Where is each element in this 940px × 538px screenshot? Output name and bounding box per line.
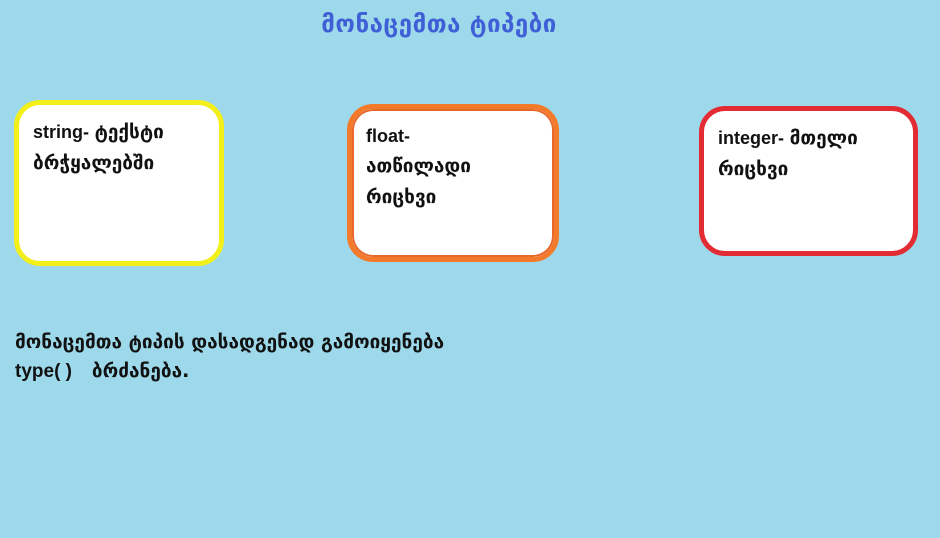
card-description: ათწილადი რიცხვი bbox=[366, 155, 471, 208]
card-term: float- bbox=[366, 126, 410, 146]
note-line-1: მონაცემთა ტიპის დასადგენად გამოიყენება bbox=[15, 331, 445, 353]
string-type-card bbox=[14, 100, 224, 266]
note-line-2-text: ბრძანება. bbox=[91, 360, 190, 382]
float-type-card bbox=[347, 104, 559, 262]
card-term: integer- bbox=[718, 128, 785, 148]
slide-title: მონაცემთა ტიპები bbox=[321, 10, 557, 38]
integer-type-card bbox=[699, 106, 918, 256]
card-description: ტექსტი ბრჭყალებში bbox=[33, 121, 164, 174]
card-description: მთელი რიცხვი bbox=[718, 127, 858, 180]
card-term: string- bbox=[33, 122, 89, 142]
type-command-note bbox=[15, 328, 635, 386]
note-line-2 bbox=[15, 357, 635, 386]
type-function-code: type( ) bbox=[15, 361, 72, 382]
